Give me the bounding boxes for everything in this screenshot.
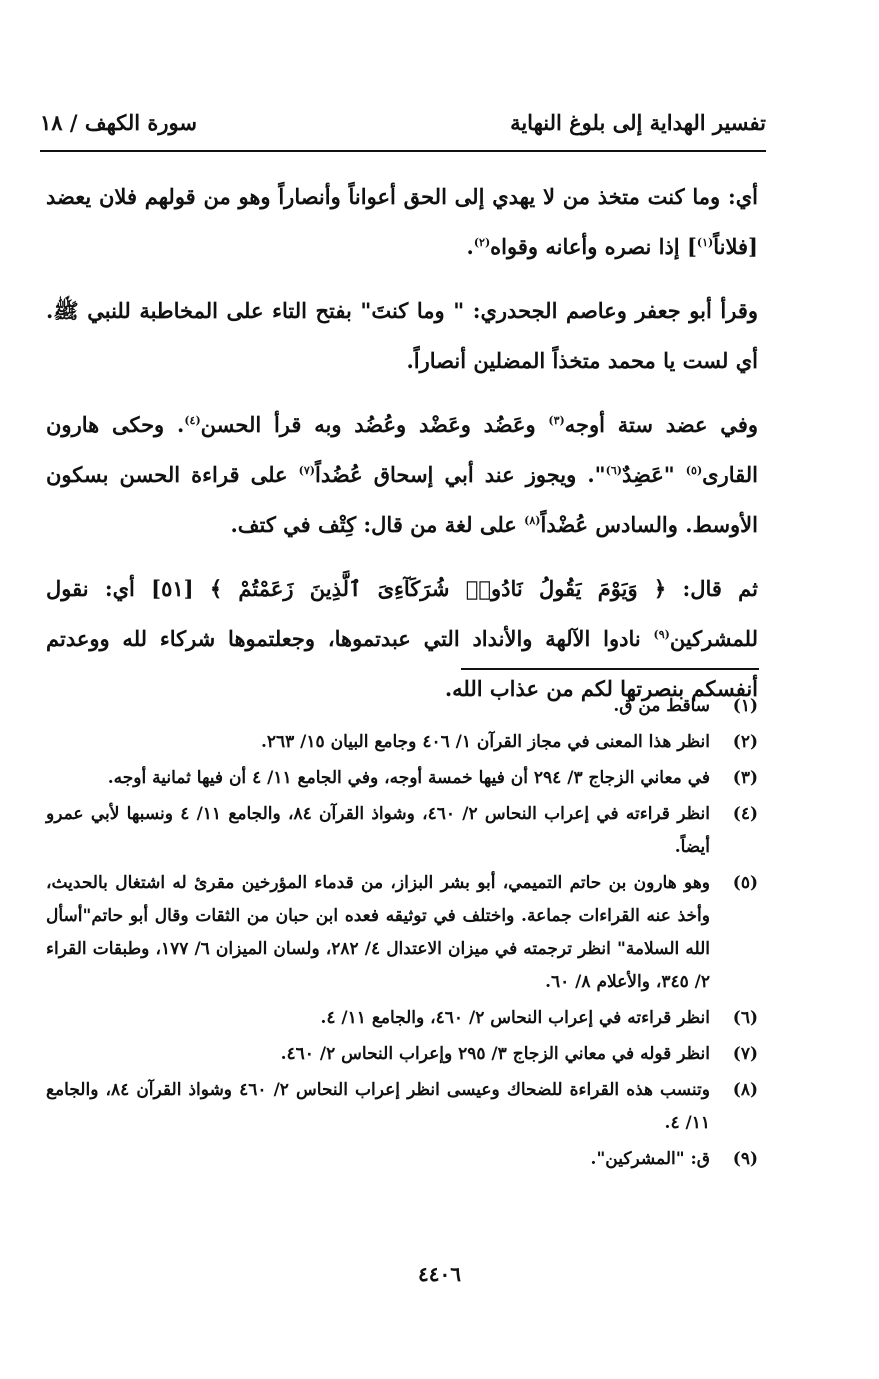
text-run: على قراءة الحسن بسكون الأوسط. والسادس عُضْداً bbox=[46, 462, 758, 537]
footnote-text: ق: "المشركين". bbox=[590, 1149, 710, 1169]
footnote-ref: (١) bbox=[696, 236, 714, 249]
paragraph-2: وقرأ أبو جعفر وعاصم الجحدري: " وما كنتَ" بفتح التاء على المخاطبة للنبي ﷺ. أي لست يا محمد متخذاً المضلين أنصاراً. bbox=[46, 298, 758, 373]
text-run: ] إذا نصره وأعانه وقواه bbox=[490, 234, 697, 259]
footnote-ref: (٦) bbox=[605, 464, 622, 477]
footnote-ref: (٩) bbox=[653, 628, 670, 641]
footnote-text: انظر هذا المعنى في مجاز القرآن ١/ ٤٠٦ وجامع البيان ١٥/ ٢٦٣. bbox=[260, 732, 710, 752]
footnote-text: وهو هارون بن حاتم التميمي، أبو بشر البزاز، من قدماء المؤرخين مقرئ له اشتغال بالحديث، وأخذ عنه القراءات جماعة. واختلف في توثيقه فعده ابن حبان من الثقات وقال أبو حاتم"أسأل الله السلامة" انظر ترجمته في ميزان الاعتدال ٤/ ٢٨٢، ولسان الميزان ٦/ ١٧٧، وطبقات القراء ٢/ ٣٤٥، والأعلام ٨/ ٦٠. bbox=[46, 873, 710, 992]
text-run: "عَضِدٌ bbox=[621, 462, 686, 487]
text-run: أي: وما كنت متخذ من لا يهدي إلى الحق أعواناً وأنصاراً وهو من قولهم فلان يعضد [فلاناً bbox=[46, 184, 758, 259]
text-run: ". ويجوز عند أبي إسحاق عُضُداً bbox=[315, 462, 606, 487]
text-run: . وحكى هارون القارى bbox=[46, 412, 758, 487]
page-number: ٤٤٠٦ bbox=[418, 1262, 461, 1286]
header-rule bbox=[40, 150, 766, 152]
footnote-number: (٥) bbox=[732, 873, 758, 893]
text-run: نادوا الآلهة والأنداد التي عبدتموها، وجعلتموها شركاء لله ووعدتم أنفسكم بنصرتها لكم من عذاب الله. bbox=[46, 626, 758, 701]
text-run: وفي عضد ستة أوجه bbox=[564, 412, 758, 437]
footnote-text: ساقط من ق. bbox=[613, 696, 710, 716]
footnote-text: في معاني الزجاج ٣/ ٢٩٤ أن فيها خمسة أوجه، وفي الجامع ١١/ ٤ أن فيها ثمانية أوجه. bbox=[107, 768, 710, 788]
footnote-number: (٢) bbox=[732, 732, 758, 752]
footnote-number: (٩) bbox=[732, 1149, 758, 1169]
footnote-ref: (٧) bbox=[298, 464, 316, 477]
text-run: . bbox=[466, 234, 474, 259]
footnote-number: (٤) bbox=[732, 804, 758, 824]
footnote-text: انظر قراءته في إعراب النحاس ٢/ ٤٦٠، والجامع ١١/ ٤. bbox=[320, 1008, 710, 1028]
text-run: ثم قال: ﴿ وَيَوْمَ يَقُولُ نَادُوا۟ شُرَكَآءِىَ ٱلَّذِينَ زَعَمْتُمْ ﴾ [٥١] أي: نقول للمشركين bbox=[46, 576, 758, 651]
footnote-item bbox=[46, 867, 758, 999]
surah-title: سورة الكهف / ١٨ bbox=[40, 110, 198, 135]
text-run: على لغة من قال: كِتْف في كتف. bbox=[230, 512, 525, 537]
footnote-number: (٨) bbox=[732, 1080, 758, 1100]
footnotes bbox=[46, 690, 758, 1179]
running-header bbox=[40, 104, 766, 148]
footnote-item bbox=[46, 1074, 758, 1140]
footnote-item bbox=[46, 1143, 758, 1176]
footnote-ref: (٨) bbox=[524, 514, 541, 527]
footnote-text: انظر قوله في معاني الزجاج ٣/ ٢٩٥ وإعراب النحاس ٢/ ٤٦٠. bbox=[280, 1044, 710, 1064]
footnote-ref: (٥) bbox=[685, 464, 703, 477]
footnote-item bbox=[46, 1002, 758, 1035]
footnote-ref: (٢) bbox=[473, 236, 491, 249]
footnote-number: (٦) bbox=[732, 1008, 758, 1028]
footnote-ref: (٣) bbox=[548, 414, 565, 427]
footnote-item bbox=[46, 762, 758, 795]
footnote-text: انظر قراءته في إعراب النحاس ٢/ ٤٦٠، وشواذ القرآن ٨٤، والجامع ١١/ ٤ ونسبها لأبي عمرو أيضاً. bbox=[46, 804, 710, 857]
footnote-number: (١) bbox=[732, 696, 758, 716]
text-run: وعَضُد وعَضْد وعُضُد وبه قرأ الحسن bbox=[200, 412, 549, 437]
paragraph-1 bbox=[46, 172, 758, 272]
footnote-ref: (٤) bbox=[184, 414, 201, 427]
main-text bbox=[46, 172, 758, 728]
footnote-item bbox=[46, 798, 758, 864]
paragraph-3 bbox=[46, 400, 758, 550]
book-title: تفسير الهداية إلى بلوغ النهاية bbox=[510, 110, 766, 135]
footnote-item bbox=[46, 1038, 758, 1071]
footnote-item bbox=[46, 726, 758, 759]
footnote-number: (٧) bbox=[732, 1044, 758, 1064]
footnote-item bbox=[46, 690, 758, 723]
footnote-text: وتنسب هذه القراءة للضحاك وعيسى انظر إعراب النحاس ٢/ ٤٦٠ وشواذ القرآن ٨٤، والجامع ١١/ ٤. bbox=[46, 1080, 710, 1133]
footnote-separator bbox=[461, 668, 759, 670]
footnote-number: (٣) bbox=[732, 768, 758, 788]
